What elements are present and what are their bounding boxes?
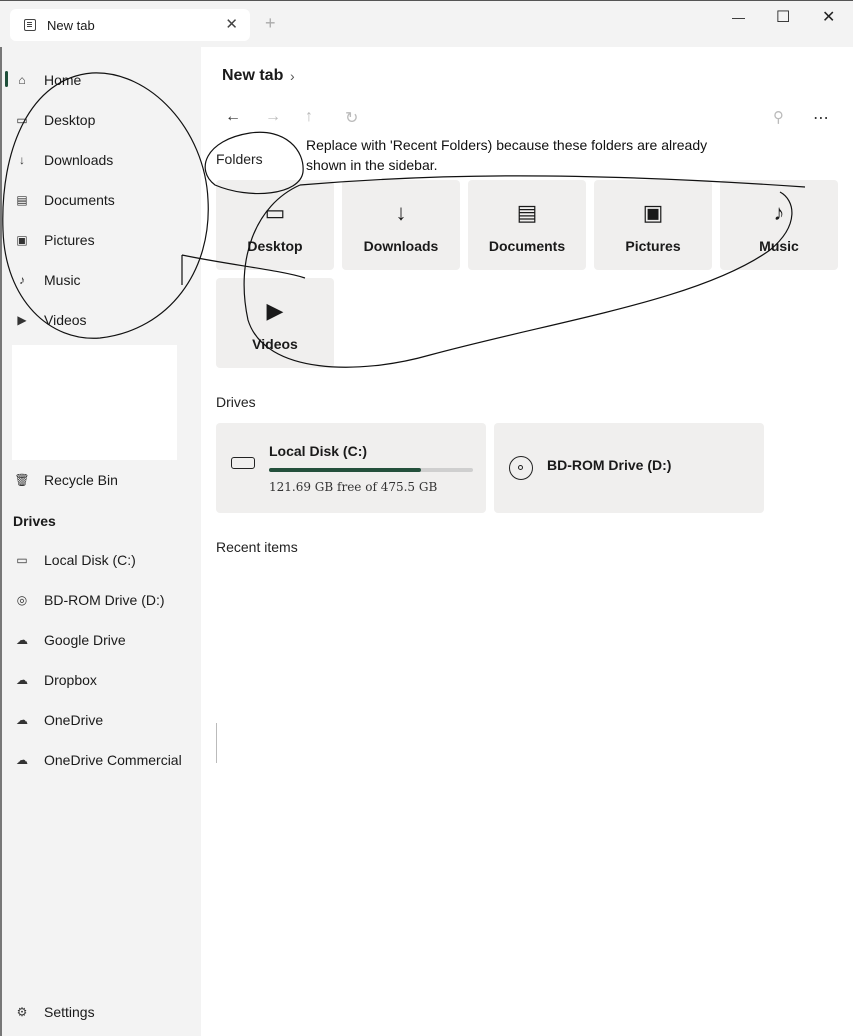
sidebar-item-pictures[interactable] — [14, 228, 95, 252]
music-icon: ♪ — [773, 200, 785, 225]
drive-name: Local Disk (C:) — [269, 443, 368, 459]
picture-icon: ▣ — [642, 200, 664, 225]
desktop-icon: ▭ — [264, 200, 286, 225]
folder-card-label: Music — [759, 238, 799, 254]
hard-drive-icon: ▭ — [16, 553, 28, 567]
folder-card-label: Documents — [488, 238, 566, 254]
sidebar-item-label: Videos — [44, 312, 87, 328]
folder-card-videos[interactable] — [216, 278, 334, 368]
video-icon: ▶ — [17, 313, 27, 327]
document-icon: ▤ — [516, 200, 538, 225]
sidebar-item-downloads[interactable] — [14, 148, 113, 172]
sidebar-item-recycle-bin[interactable] — [14, 468, 118, 492]
drive-name: BD-ROM Drive (D:) — [547, 457, 672, 473]
drive-usage-bar — [269, 468, 473, 472]
close-window-button[interactable]: ✕ — [822, 9, 836, 26]
sidebar-item-label: Settings — [44, 1004, 95, 1020]
drive-free-space: 121.69 GB free of 475.5 GB — [269, 480, 438, 494]
drive-card-bd-rom[interactable] — [494, 423, 764, 513]
sidebar-item-dropbox[interactable] — [14, 668, 97, 692]
sidebar-item-music[interactable] — [14, 268, 81, 292]
sidebar-item-google-drive[interactable] — [14, 628, 126, 652]
drive-usage-fill — [269, 468, 421, 472]
close-tab-icon[interactable]: ✕ — [225, 16, 238, 33]
sidebar-item-label: Home — [44, 72, 82, 88]
sidebar-blank-area — [12, 345, 177, 460]
music-icon: ♪ — [19, 273, 25, 287]
sidebar-item-onedrive[interactable] — [14, 708, 103, 732]
up-button[interactable]: ↑ — [305, 108, 313, 125]
title-bar — [0, 0, 853, 47]
back-button[interactable]: ← — [225, 108, 241, 125]
recycle-bin-icon: 🗑 — [14, 473, 30, 487]
cloud-icon: ☁ — [16, 713, 28, 727]
cloud-icon: ☁ — [16, 633, 28, 647]
cloud-icon: ☁ — [16, 673, 28, 687]
forward-button[interactable]: → — [265, 108, 281, 125]
sidebar-item-label: Local Disk (C:) — [44, 552, 136, 568]
tab-new-tab[interactable] — [10, 9, 250, 41]
disc-icon: ◎ — [16, 593, 28, 607]
sidebar-drives-heading: Drives — [13, 513, 56, 529]
sidebar-item-label: OneDrive — [44, 712, 104, 728]
folder-card-label: Pictures — [625, 238, 681, 254]
sidebar-item-label: OneDrive Commercial — [44, 752, 182, 768]
minimize-button[interactable]: — — [732, 10, 745, 25]
maximize-button[interactable]: ☐ — [776, 9, 791, 26]
folder-card-label: Videos — [252, 336, 298, 352]
folder-card-music[interactable] — [720, 180, 838, 270]
sidebar-item-label: Dropbox — [44, 672, 97, 688]
folders-heading: Folders — [216, 151, 263, 167]
refresh-button[interactable]: ↻ — [345, 110, 359, 127]
sidebar-item-desktop[interactable] — [14, 108, 95, 132]
more-options-button[interactable]: ⋯ — [813, 110, 829, 127]
sidebar-item-label: Pictures — [44, 232, 95, 248]
recent-items-heading: Recent items — [216, 539, 298, 555]
drives-heading: Drives — [216, 394, 256, 410]
home-icon: ⌂ — [18, 73, 26, 87]
sidebar-item-label: Desktop — [44, 112, 96, 128]
download-icon: ↓ — [395, 200, 407, 225]
sidebar-item-home[interactable] — [14, 68, 81, 92]
cloud-icon: ☁ — [16, 753, 28, 767]
sidebar-item-label: Documents — [44, 192, 115, 208]
sidebar-item-label: Downloads — [44, 152, 114, 168]
main-content — [201, 47, 853, 1036]
sidebar-item-onedrive-commercial[interactable] — [14, 748, 182, 772]
download-icon: ↓ — [19, 153, 25, 167]
annotation-note: Replace with 'Recent Folders) because these folders are already shown in the sidebar. — [306, 137, 708, 173]
hard-drive-icon — [231, 457, 255, 469]
desktop-icon: ▭ — [16, 113, 28, 127]
sidebar — [0, 47, 201, 1036]
sidebar-item-documents[interactable] — [14, 188, 115, 212]
folder-card-downloads[interactable] — [342, 180, 460, 270]
tab-title: New tab — [47, 17, 95, 33]
sidebar-item-settings[interactable] — [14, 1000, 95, 1024]
tab-icon — [24, 19, 36, 31]
drive-card-local-disk[interactable] — [216, 423, 486, 513]
folder-card-pictures[interactable] — [594, 180, 712, 270]
folder-card-documents[interactable] — [468, 180, 586, 270]
sidebar-item-videos[interactable] — [14, 308, 87, 332]
video-icon: ▶ — [266, 298, 284, 323]
new-tab-button[interactable]: + — [265, 13, 276, 33]
folder-card-desktop[interactable] — [216, 180, 334, 270]
active-indicator — [5, 71, 8, 87]
picture-icon: ▣ — [16, 233, 28, 247]
folder-card-label: Desktop — [247, 238, 303, 254]
sidebar-item-label: Recycle Bin — [44, 472, 118, 488]
sidebar-item-label: Music — [44, 272, 81, 288]
disc-icon — [509, 456, 533, 480]
sidebar-item-label: Google Drive — [44, 632, 126, 648]
breadcrumb[interactable]: New tab — [222, 67, 284, 84]
sidebar-item-label: BD-ROM Drive (D:) — [44, 592, 165, 608]
document-icon: ▤ — [16, 193, 28, 207]
sidebar-item-local-disk[interactable] — [14, 548, 136, 572]
search-icon[interactable]: ⚲ — [773, 109, 784, 126]
gear-icon: ⚙ — [16, 1005, 28, 1019]
folder-card-label: Downloads — [363, 238, 439, 254]
recent-items-list — [216, 723, 217, 763]
breadcrumb-chevron-icon[interactable]: › — [290, 68, 295, 84]
sidebar-item-bd-rom[interactable] — [14, 588, 165, 612]
